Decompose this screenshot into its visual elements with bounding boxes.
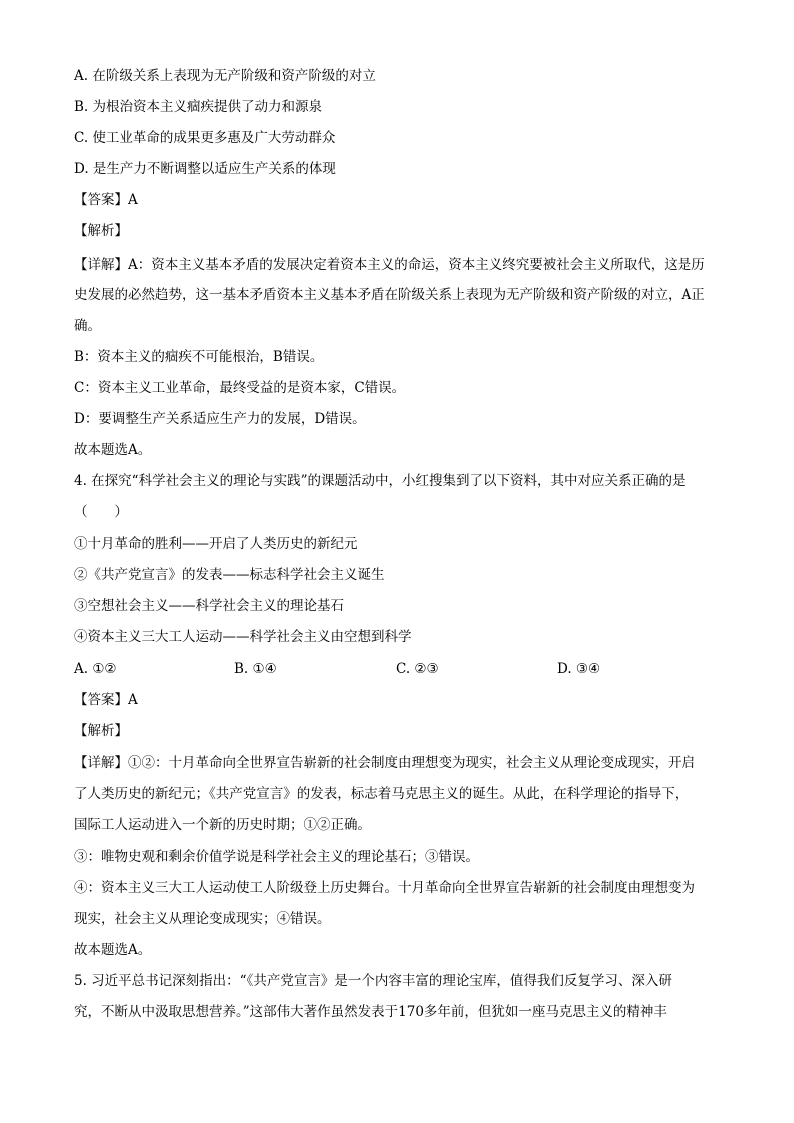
q3-answer: 【答案】A bbox=[74, 192, 138, 208]
q4-item: ①十月革命的胜利——开启了人类历史的新纪元 bbox=[74, 536, 358, 552]
q4-detail-line: 【详解】①②：十月革命向全世界宣告崭新的社会制度由理想变为现实，社会主义从理论变成现实，开启 bbox=[74, 755, 695, 771]
q4-detail-line: 国际工人运动进入一个新的历史时期；①②正确。 bbox=[74, 817, 371, 833]
q4-detail-line: ④：资本主义三大工人运动使工人阶级登上历史舞台。十月革命向全世界宣告崭新的社会制度由理想变为 bbox=[74, 880, 695, 896]
q4-answer: 【答案】A bbox=[74, 692, 138, 708]
q4-choice-c: C. ②③ bbox=[396, 661, 439, 677]
q4-detail-line: 了人类历史的新纪元；《共产党宣言》的发表，标志着马克思主义的诞生。从此，在科学理论的指导下， bbox=[74, 786, 689, 802]
q4-detail-line: ③：唯物史观和剩余价值学说是科学社会主义的理论基石；③错误。 bbox=[74, 849, 479, 865]
q3-detail-line: B：资本主义的痼疾不可能根治，B错误。 bbox=[74, 349, 324, 365]
q5-stem-line: 究，不断从中汲取思想营养。”这部伟大著作虽然发表于170多年前，但犹如一座马克思主义的精神丰 bbox=[74, 1004, 667, 1020]
q3-option-a: A. 在阶级关系上表现为无产阶级和资产阶级的对立 bbox=[74, 68, 376, 84]
q4-stem-line: （ ） bbox=[74, 504, 128, 520]
q3-detail-line: C：资本主义工业革命，最终受益的是资本家，C错误。 bbox=[74, 380, 406, 396]
q3-option-c: C. 使工业革命的成果更多惠及广大劳动群众 bbox=[74, 130, 336, 146]
q4-analysis-label: 【解析】 bbox=[74, 723, 128, 739]
q4-detail-line: 现实，社会主义从理论变成现实；④错误。 bbox=[74, 911, 331, 927]
q5-stem-line: 5. 习近平总书记深刻指出：“《共产党宣言》是一个内容丰富的理论宝库，值得我们反复学习、深入研 bbox=[74, 973, 672, 989]
q3-option-d: D. 是生产力不断调整以适应生产关系的体现 bbox=[74, 161, 336, 177]
q3-detail-line: 史发展的必然趋势，这一基本矛盾资本主义基本矛盾在阶级关系上表现为无产阶级和资产阶级的对立，A正 bbox=[74, 287, 705, 303]
q3-detail-line: 确。 bbox=[74, 318, 101, 334]
q4-item: ③空想社会主义——科学社会主义的理论基石 bbox=[74, 598, 344, 614]
q3-analysis-label: 【解析】 bbox=[74, 223, 128, 239]
q4-choice-b: B. ①④ bbox=[234, 661, 277, 677]
q4-item: ④资本主义三大工人运动——科学社会主义由空想到科学 bbox=[74, 629, 412, 645]
q4-item: ②《共产党宣言》的发表——标志科学社会主义诞生 bbox=[74, 567, 385, 583]
q4-choice-a: A. ①② bbox=[74, 661, 117, 677]
q3-conclusion: 故本题选A。 bbox=[74, 442, 152, 458]
q3-detail-line: 【详解】A：资本主义基本矛盾的发展决定着资本主义的命运，资本主义终究要被社会主义所取代，这是历 bbox=[74, 257, 705, 273]
q4-stem-line: 4. 在探究“科学社会主义的理论与实践”的课题活动中，小红搜集到了以下资料，其中对应关系正确的是 bbox=[74, 473, 686, 489]
q4-choice-d: D. ③④ bbox=[557, 661, 601, 677]
q4-conclusion: 故本题选A。 bbox=[74, 942, 152, 958]
q3-option-b: B. 为根治资本主义痼疾提供了动力和源泉 bbox=[74, 99, 323, 115]
q3-detail-line: D：要调整生产关系适应生产力的发展，D错误。 bbox=[74, 411, 366, 427]
